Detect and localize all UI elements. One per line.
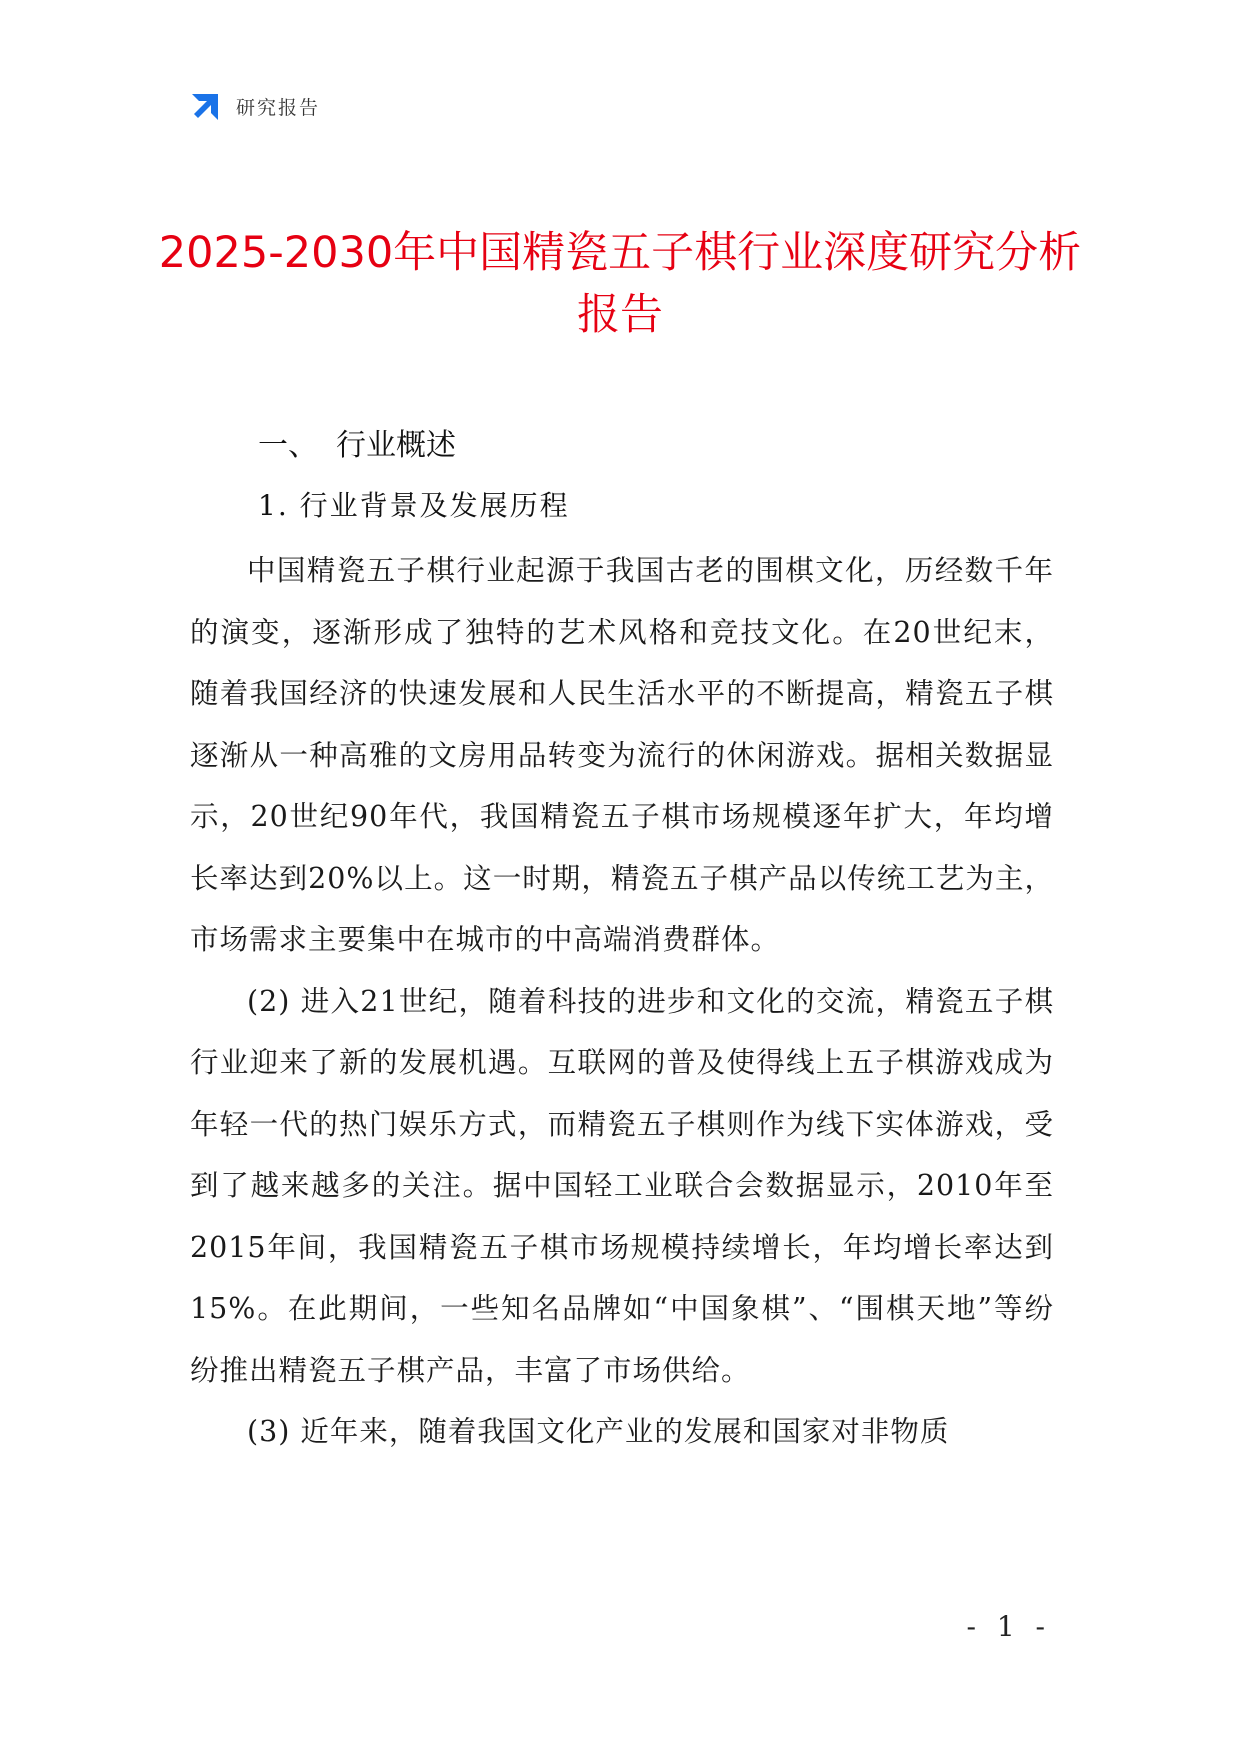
page-number: - 1 - — [966, 1610, 1051, 1643]
paragraph: (3) 近年来，随着我国文化产业的发展和国家对非物质 — [247, 1415, 950, 1448]
section-number: 一、 — [258, 428, 318, 463]
diagonal-arrow-logo-icon — [190, 90, 222, 122]
subsection-heading: 1. 行业背景及发展历程 — [258, 489, 570, 522]
section-title: 行业概述 — [336, 428, 456, 463]
body-text — [190, 540, 1054, 1463]
paragraph: 中国精瓷五子棋行业起源于我国古老的围棋文化，历经数千年的演变，逐渐形成了独特的艺术风格和竞技文化。在20世纪末，随着我国经济的快速发展和人民生活水平的不断提高，精瓷五子棋逐渐从一种高雅的文房用品转变为流行的休闲游戏。据相关数据显示，20世纪90年代，我国精瓷五子棋市场规模逐年扩大，年均增长率达到20%以上。这一时期，精瓷五子棋产品以传统工艺为主，市场需求主要集中在城市的中高端消费群体。 — [190, 554, 1054, 956]
paragraph: (2) 进入21世纪，随着科技的进步和文化的交流，精瓷五子棋行业迎来了新的发展机遇。互联网的普及使得线上五子棋游戏成为年轻一代的热门娱乐方式，而精瓷五子棋则作为线下实体游戏，受到了越来越多的关注。据中国轻工业联合会数据显示，2010年至2015年间，我国精瓷五子棋市场规模持续增长，年均增长率达到15%。在此期间，一些知名品牌如“中国象棋”、“围棋天地”等纷纷推出精瓷五子棋产品，丰富了市场供给。 — [190, 984, 1054, 1387]
report-header — [190, 90, 320, 122]
section-heading — [258, 420, 456, 464]
header-label: 研究报告 — [236, 96, 321, 119]
report-title: 2025-2030年中国精瓷五子棋行业深度研究分析报告 — [158, 228, 1082, 340]
